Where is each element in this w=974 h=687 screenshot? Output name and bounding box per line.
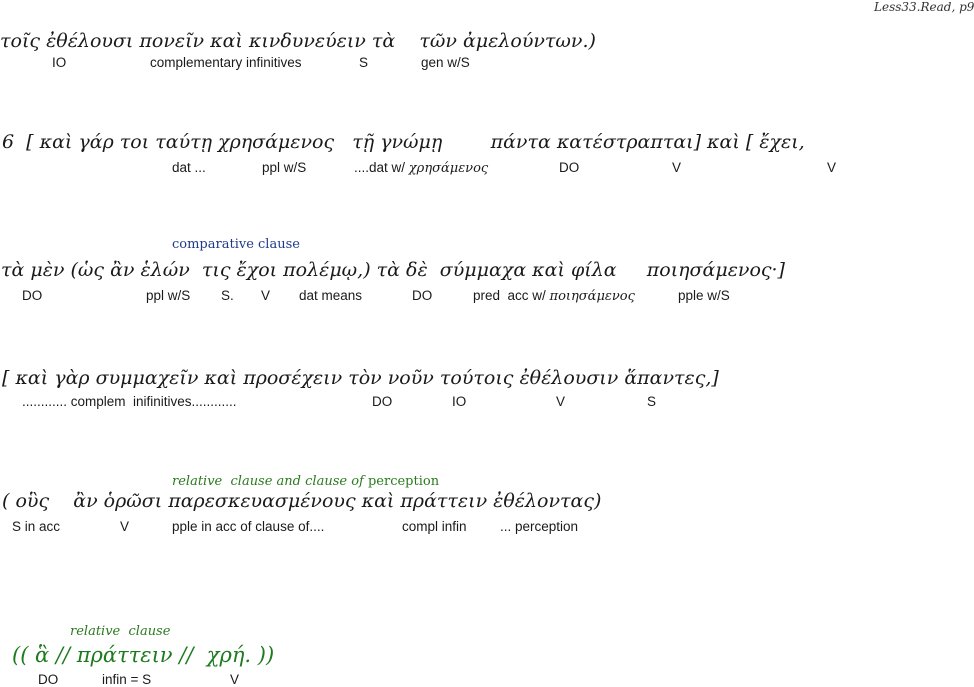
gram-io: IO [452, 394, 467, 409]
note-relative-perception [172, 470, 439, 489]
gram-pple-in-acc: pple in acc of clause of.... [172, 519, 325, 534]
gram-dat-with-greek: χρησάμενος [408, 161, 489, 176]
gram-do: DO [38, 672, 59, 687]
gram-dat-with [354, 160, 488, 176]
gram-infin-s: infin = S [102, 672, 152, 687]
gram-s-in-acc: S in acc [12, 519, 61, 534]
gram-do: DO [559, 160, 580, 175]
gram-compl-infin: compl infin [402, 519, 467, 534]
gram-verb: V [556, 394, 566, 409]
gram-do: DO [22, 288, 43, 303]
note-relative-clause: relative clause [70, 624, 171, 639]
gram-perception: ... perception [500, 519, 579, 534]
gram-ppl-ws: ppl w/S [262, 160, 307, 175]
page-reference: Less33.Read, p9 [874, 0, 974, 14]
greek-line-4: [ καὶ γὰρ συμμαχεῖν καὶ προσέχειν τὸν νοῦν τούτοις ἐθέλουσιν ἅπαντες,] [2, 367, 719, 389]
note-relative-perception-b: perception [363, 474, 440, 489]
gram-dat-means: dat means [299, 288, 363, 303]
note-relative-perception-a: relative clause and clause of [172, 474, 364, 489]
gram-verb-1: V [672, 160, 682, 175]
greek-line-3: τὰ μὲν (ὡς ἂν ἑλών τις ἔχοι πολέμῳ,) τὰ δὲ σύμμαχα καὶ φίλα ποιησάμενος·] [1, 259, 785, 281]
gram-verb: V [120, 519, 130, 534]
gram-subject: S. [221, 288, 234, 303]
gram-verb: V [230, 672, 240, 687]
gram-subject: S [647, 394, 657, 409]
gram-do-2: DO [412, 288, 433, 303]
gram-dat-with-label: ....dat w/ [354, 160, 406, 175]
gram-do: DO [372, 394, 393, 409]
gram-ppl-ws: ppl w/S [146, 288, 191, 303]
gram-complem-infinitives: ............ complem inifinitives............ [22, 394, 237, 409]
gram-gen-ws: gen w/S [421, 55, 470, 70]
gram-pple-ws: pple w/S [678, 288, 730, 303]
note-comparative-clause: comparative clause [172, 237, 300, 252]
gram-subject: S [359, 55, 369, 70]
greek-line-6: (( ἃ // πράττειν // χρή. )) [12, 643, 275, 667]
gram-pred-acc-greek: ποιησάμενος [549, 289, 635, 304]
greek-line-5: ( οὓς ἂν ὁρῶσι παρεσκευασμένους καὶ πράττειν ἐθέλοντας) [2, 490, 602, 512]
gram-dat: dat ... [172, 160, 206, 175]
gram-complementary-infinitives: complementary infinitives [150, 55, 302, 70]
gram-verb: V [261, 288, 271, 303]
greek-line-2: 6 [ καὶ γάρ τοι ταύτῃ χρησάμενος τῇ γνώμῃ πάντα κατέστραπται] καὶ [ ἔχει, [2, 131, 805, 153]
gram-pred-acc-label: pred acc w/ [473, 288, 546, 303]
gram-verb-2: V [827, 160, 837, 175]
greek-line-1: τοῖς ἐθέλουσι πονεῖν καὶ κινδυνεύειν τὰ τῶν ἀμελούντων.) [0, 30, 596, 52]
gram-pred-acc [473, 288, 635, 304]
gram-io: IO [52, 55, 67, 70]
